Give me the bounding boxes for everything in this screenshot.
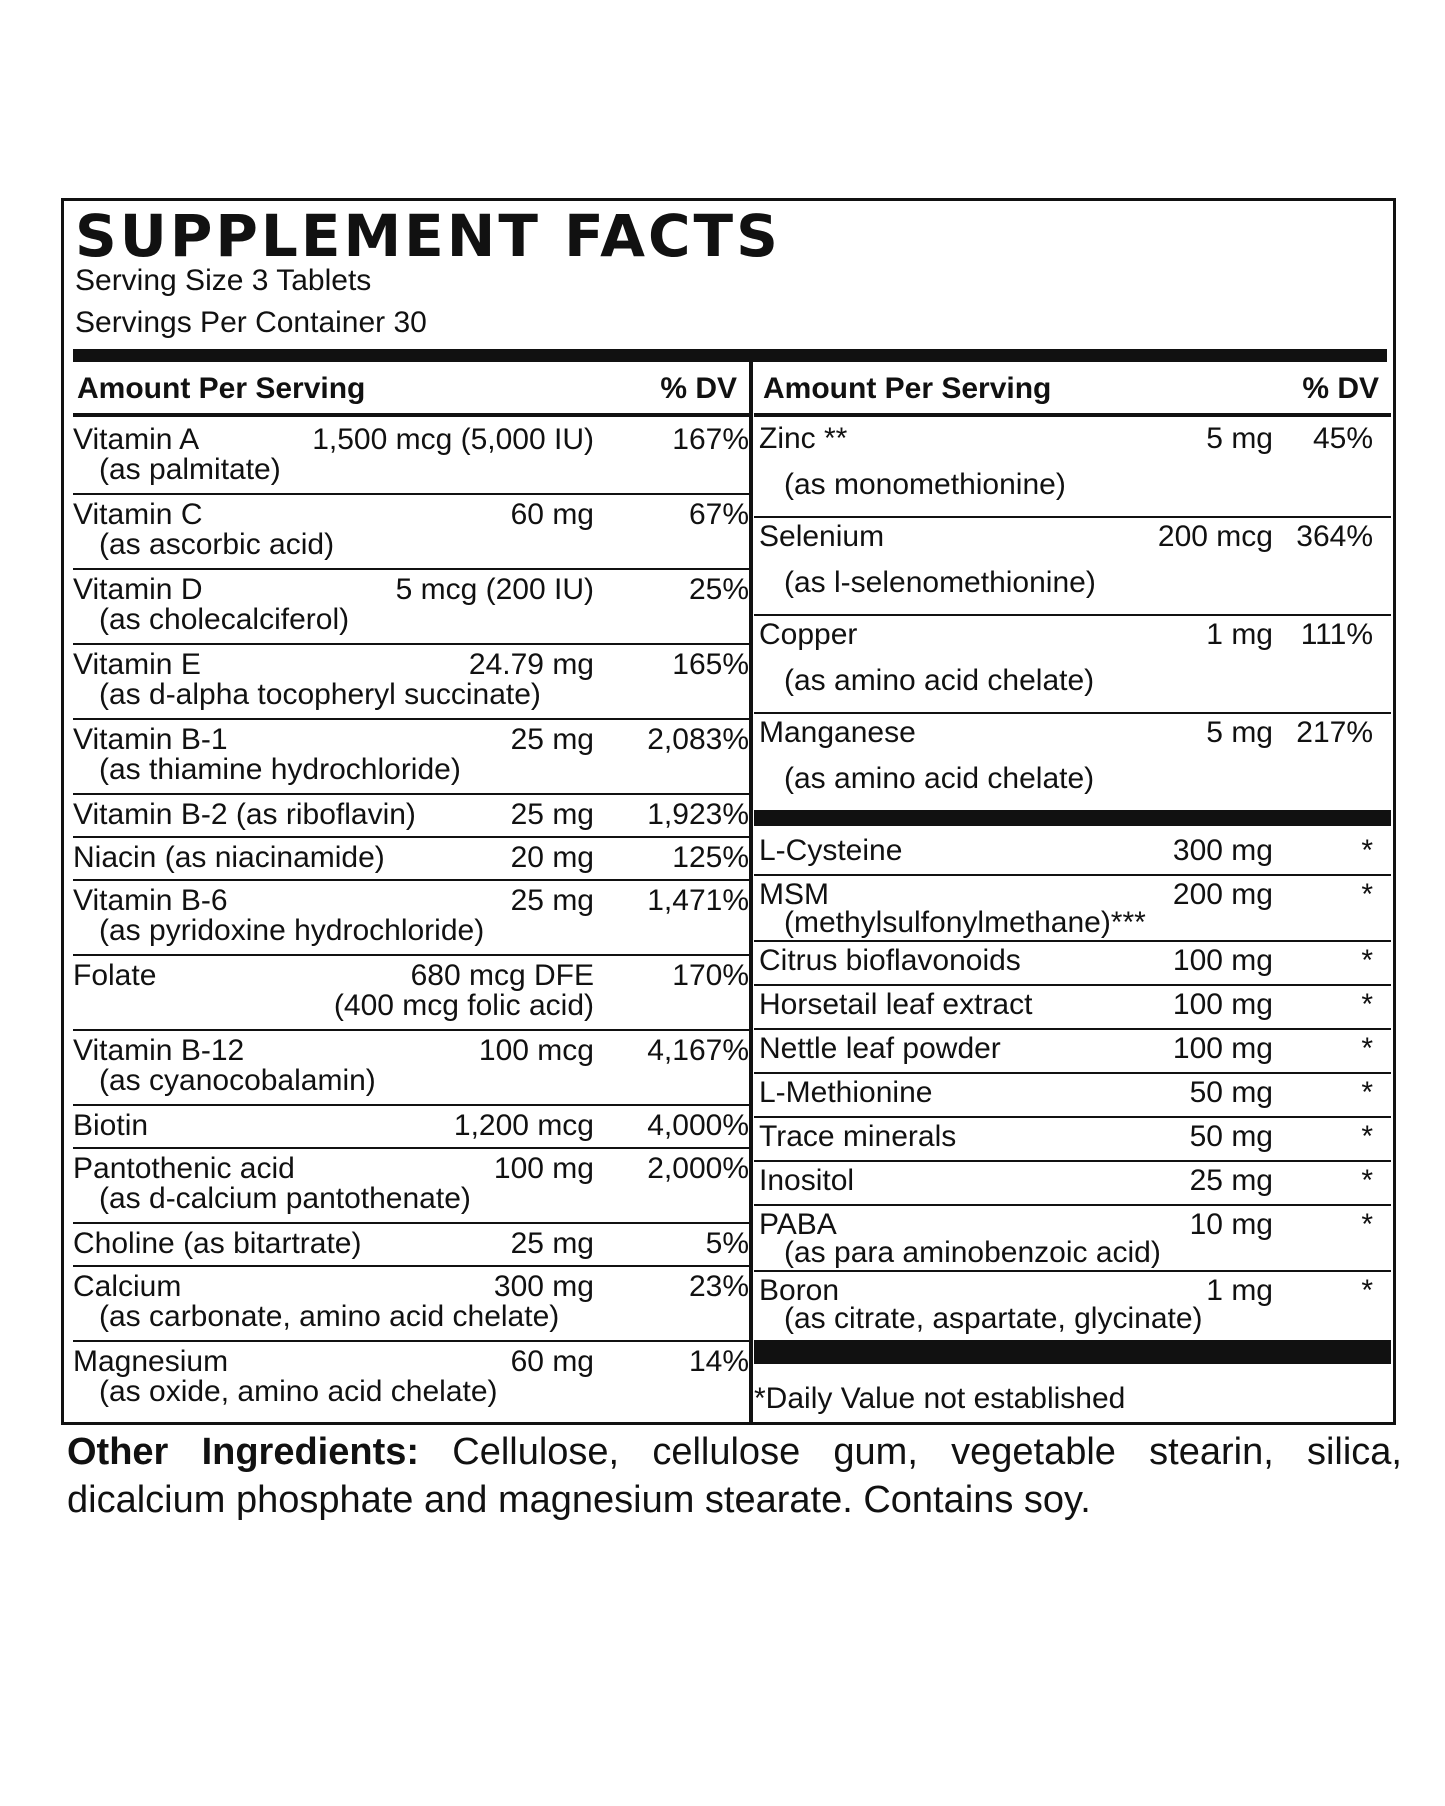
nutrient-row [73,643,749,720]
nutrient-dv: * [1361,1274,1373,1307]
nutrient-dv: 125% [672,841,749,874]
nutrient-row [73,1147,749,1224]
nutrient-source: (as cholecalciferol) [99,603,350,636]
nutrient-row [73,1265,749,1342]
nutrient-amount: 10 mg [1189,1208,1273,1241]
nutrient-dv: 67% [688,498,749,531]
nutrient-name: Calcium [73,1270,182,1303]
supplement-facts-panel [61,198,1396,1425]
nutrient-amount: 100 mcg [478,1034,594,1067]
nutrient-amount: 25 mg [510,798,594,831]
nutrient-source: (as monomethionine) [784,468,1066,501]
left-column [73,362,749,1422]
nutrient-name: Vitamin C [73,498,203,531]
nutrient-name: Vitamin B-1 [73,723,228,756]
right-column [754,362,1391,1422]
other-ingredients-text: Cellulose, cellulose gum, vegetable stearin, silica, dicalcium phosphate and magnesium stearate. Contains soy. [67,1431,1402,1521]
nutrient-source: (as palmitate) [99,453,281,486]
nutrient-row [73,879,749,956]
nutrient-dv: 2,000% [647,1152,749,1185]
nutrient-row [73,793,749,838]
nutrient-amount: 1,200 mcg [453,1109,594,1142]
nutrient-name: PABA [759,1208,837,1241]
nutrient-row [754,1116,1391,1162]
nutrient-name: Zinc ** [759,422,848,455]
nutrient-amount: 24.79 mg [468,648,594,681]
nutrient-name: Citrus bioflavonoids [759,944,1021,977]
nutrient-row [754,1160,1391,1206]
nutrient-name: Vitamin E [73,648,201,681]
nutrient-dv: 4,167% [647,1034,749,1067]
nutrient-source: (as thiamine hydrochloride) [99,753,461,786]
nutrient-amount: 50 mg [1189,1076,1273,1109]
nutrient-dv: 23% [688,1270,749,1303]
nutrient-name: Horsetail leaf extract [759,988,1033,1021]
nutrient-source: (as pyridoxine hydrochloride) [99,914,485,947]
nutrient-amount: 1 mg [1206,618,1273,651]
nutrient-amount: 100 mg [1172,988,1273,1021]
nutrient-row [754,614,1391,714]
left-column-header [73,362,749,417]
right-column-header [754,362,1391,417]
nutrient-dv: * [1361,988,1373,1021]
nutrient-dv: 4,000% [647,1109,749,1142]
nutrient-row [73,418,749,495]
nutrient-dv: 5% [705,1227,749,1260]
nutrient-row [754,1072,1391,1118]
amount-per-serving-label: Amount Per Serving [763,372,1052,405]
serving-size: Serving Size 3 Tablets [75,264,372,297]
nutrient-source: (as oxide, amino acid chelate) [99,1375,498,1408]
other-ingredients [67,1428,1402,1524]
nutrient-amount: 25 mg [510,723,594,756]
footer-divider-bar [754,1340,1391,1364]
nutrient-amount: 200 mg [1172,878,1273,911]
nutrient-dv: * [1361,878,1373,911]
nutrient-row [754,1270,1391,1335]
nutrient-dv: 1,471% [647,884,749,917]
nutrient-amount: 60 mg [510,1345,594,1378]
nutrient-name: Vitamin B-6 [73,884,228,917]
nutrient-source: (as l-selenomethionine) [784,566,1096,599]
nutrient-name: Vitamin D [73,573,203,606]
nutrient-row [754,712,1391,810]
nutrient-row [754,516,1391,616]
nutrient-row [754,940,1391,986]
nutrient-dv: 170% [672,959,749,992]
nutrient-name: Niacin (as niacinamide) [73,841,385,874]
nutrient-source: (as d-alpha tocopheryl succinate) [99,678,541,711]
nutrient-row [73,493,749,570]
panel-title: SUPPLEMENT FACTS [75,202,781,270]
other-ingredients-label: Other Ingredients: [67,1431,420,1473]
nutrient-amount-detail: (400 mcg folic acid) [333,989,594,1022]
nutrient-name: Manganese [759,716,916,749]
nutrient-amount: 5 mg [1206,422,1273,455]
nutrient-row [73,1104,749,1149]
nutrient-amount: 50 mg [1189,1120,1273,1153]
nutrient-dv: 167% [672,423,749,456]
nutrient-source: (as amino acid chelate) [784,664,1095,697]
nutrient-name: Vitamin B-12 [73,1034,245,1067]
nutrient-amount: 5 mcg (200 IU) [395,573,594,606]
nutrient-dv: 111% [1300,618,1373,651]
nutrient-dv: 165% [672,648,749,681]
nutrient-amount: 680 mcg DFE [410,959,594,992]
nutrient-row [754,984,1391,1030]
nutrient-name: Folate [73,959,157,992]
nutrient-name: Vitamin A [73,423,200,456]
nutrient-name: Copper [759,618,858,651]
nutrient-name: Nettle leaf powder [759,1032,1001,1065]
nutrient-name: Choline (as bitartrate) [73,1227,362,1260]
nutrient-amount: 300 mg [1172,834,1273,867]
nutrient-source: (as cyanocobalamin) [99,1064,376,1097]
nutrient-name: L-Cysteine [759,834,903,867]
nutrient-amount: 5 mg [1206,716,1273,749]
nutrient-row [73,718,749,795]
nutrient-name: Trace minerals [759,1120,957,1153]
nutrient-row [73,1029,749,1106]
nutrient-amount: 25 mg [510,1227,594,1260]
nutrient-dv: 45% [1312,422,1373,455]
nutrient-row [754,874,1391,942]
nutrient-row [73,1222,749,1267]
nutrient-name: Inositol [759,1164,855,1197]
nutrient-dv: * [1361,834,1373,867]
nutrient-source: (methylsulfonylmethane)*** [784,906,1146,939]
nutrient-dv: 25% [688,573,749,606]
nutrient-name: Biotin [73,1109,149,1142]
nutrient-name: Selenium [759,520,885,553]
nutrient-amount: 200 mcg [1157,520,1273,553]
nutrient-source: (as carbonate, amino acid chelate) [99,1300,560,1333]
nutrient-dv: * [1361,944,1373,977]
nutrient-dv: 2,083% [647,723,749,756]
nutrient-row [73,954,749,1031]
nutrient-source: (as para aminobenzoic acid) [784,1236,1161,1269]
nutrient-row [754,418,1391,518]
nutrient-dv: 14% [688,1345,749,1378]
nutrient-amount: 25 mg [510,884,594,917]
nutrient-amount: 100 mg [1172,944,1273,977]
top-divider-bar [73,349,1387,362]
nutrient-row [754,830,1391,876]
nutrient-amount: 100 mg [1172,1032,1273,1065]
nutrient-row [754,1204,1391,1272]
servings-per-container: Servings Per Container 30 [75,306,427,339]
nutrient-dv: * [1361,1032,1373,1065]
nutrient-dv: * [1361,1208,1373,1241]
nutrient-row [754,1028,1391,1074]
nutrient-amount: 20 mg [510,841,594,874]
nutrient-source: (as citrate, aspartate, glycinate) [784,1302,1203,1335]
nutrient-name: MSM [759,878,829,911]
nutrient-dv: * [1361,1120,1373,1153]
nutrient-dv: 217% [1296,716,1373,749]
nutrient-amount: 1 mg [1206,1274,1273,1307]
nutrient-name: Pantothenic acid [73,1152,295,1185]
nutrient-amount: 100 mg [493,1152,594,1185]
nutrient-amount: 300 mg [493,1270,594,1303]
nutrient-source: (as d-calcium pantothenate) [99,1182,471,1215]
nutrient-name: Boron [759,1274,840,1307]
section-divider-bar [754,810,1391,826]
nutrient-amount: 60 mg [510,498,594,531]
nutrient-amount: 25 mg [1189,1164,1273,1197]
nutrient-dv: 1,923% [647,798,749,831]
dv-label: % DV [1302,372,1379,405]
nutrient-source: (as ascorbic acid) [99,528,335,561]
nutrient-amount: 1,500 mcg (5,000 IU) [312,423,594,456]
daily-value-footnote: *Daily Value not established [754,1382,1126,1415]
nutrient-row [73,1340,749,1415]
nutrient-dv: 364% [1296,520,1373,553]
amount-per-serving-label: Amount Per Serving [77,372,366,405]
column-divider [749,362,753,1422]
nutrient-source: (as amino acid chelate) [784,762,1095,795]
nutrient-row [73,568,749,645]
nutrient-dv: * [1361,1164,1373,1197]
nutrient-name: Magnesium [73,1345,229,1378]
nutrient-row [73,836,749,881]
nutrient-dv: * [1361,1076,1373,1109]
nutrient-name: L-Methionine [759,1076,933,1109]
nutrient-name: Vitamin B-2 (as riboflavin) [73,798,416,831]
dv-label: % DV [660,372,737,405]
